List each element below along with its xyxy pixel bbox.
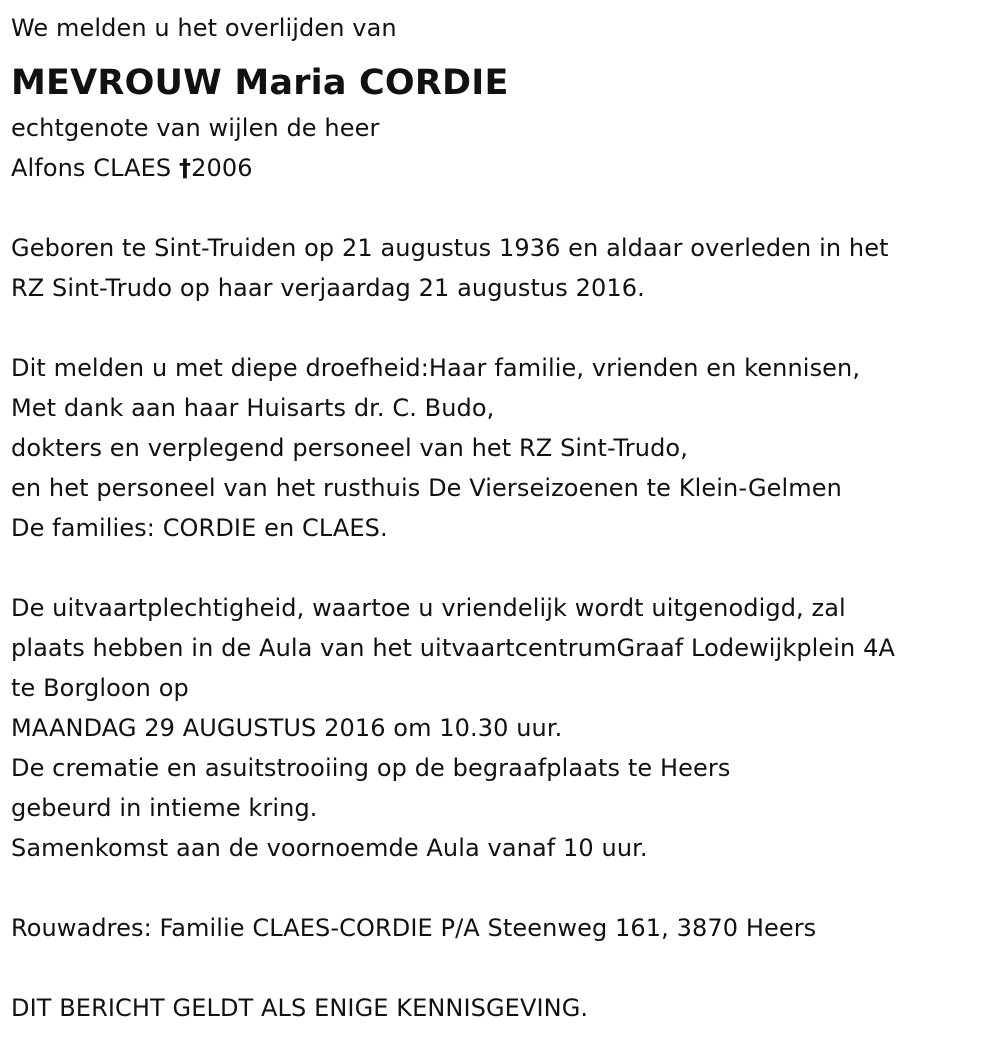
paragraph-line: gebeurd in intieme kring. [11, 794, 318, 822]
cross-icon: † [179, 154, 192, 182]
spouse-death-year: 2006 [191, 154, 253, 182]
ceremony-paragraph [11, 588, 996, 868]
paragraph-line: en het personeel van het rusthuis De Vierseizoenen te Klein-Gelmen [11, 474, 842, 502]
death-notice [11, 8, 996, 1028]
spacer [11, 868, 996, 908]
paragraph-line: Dit melden u met diepe droefheid:Haar familie, vrienden en kennisen, [11, 354, 861, 382]
paragraph-line: De families: CORDIE en CLAES. [11, 514, 388, 542]
spacer [11, 188, 996, 228]
official-notice: DIT BERICHT GELDT ALS ENIGE KENNISGEVING. [11, 994, 589, 1022]
spouse-name: Alfons CLAES [11, 154, 172, 182]
spacer [11, 308, 996, 348]
thanks-paragraph [11, 348, 996, 548]
birth-death-paragraph [11, 228, 996, 308]
deceased-name: MEVROUW Maria CORDIE [11, 63, 509, 103]
paragraph-line: te Borgloon op [11, 674, 189, 702]
spouse-line [11, 148, 996, 188]
paragraph-line: dokters en verplegend personeel van het RZ Sint-Trudo, [11, 434, 688, 462]
paragraph-line: RZ Sint-Trudo op haar verjaardag 21 augustus 2016. [11, 274, 645, 302]
paragraph-line: plaats hebben in de Aula van het uitvaartcentrumGraaf Lodewijkplein 4A [11, 634, 895, 662]
paragraph-line: De crematie en asuitstrooiing op de begraafplaats te Heers [11, 754, 731, 782]
paragraph-line: Samenkomst aan de voornoemde Aula vanaf 10 uur. [11, 834, 648, 862]
intro-text: We melden u het overlijden van [11, 14, 397, 42]
paragraph-line: Geboren te Sint-Truiden op 21 augustus 1936 en aldaar overleden in het [11, 234, 889, 262]
paragraph-line: Met dank aan haar Huisarts dr. C. Budo, [11, 394, 495, 422]
spacer [11, 948, 996, 988]
spouse-relation: echtgenote van wijlen de heer [11, 114, 380, 142]
paragraph-line: MAANDAG 29 AUGUSTUS 2016 om 10.30 uur. [11, 714, 563, 742]
spacer [11, 548, 996, 588]
paragraph-line: De uitvaartplechtigheid, waartoe u vriendelijk wordt uitgenodigd, zal [11, 594, 846, 622]
mourning-address: Rouwadres: Familie CLAES-CORDIE P/A Steenweg 161, 3870 Heers [11, 914, 817, 942]
